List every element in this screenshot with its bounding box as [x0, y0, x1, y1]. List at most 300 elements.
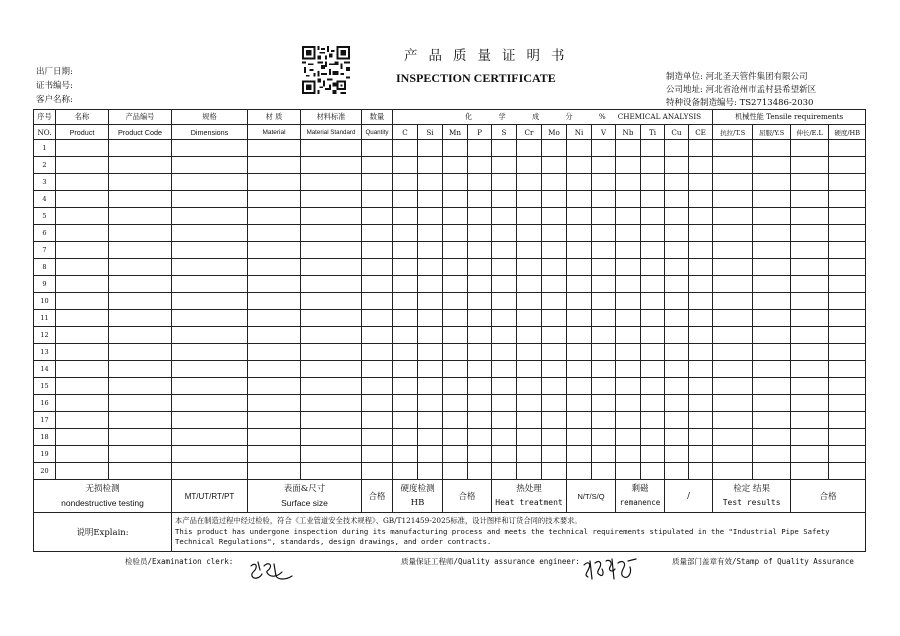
table-cell — [665, 191, 689, 208]
table-cell — [109, 463, 172, 480]
table-cell — [172, 225, 248, 242]
table-cell — [567, 225, 592, 242]
table-cell — [665, 208, 689, 225]
table-cell — [301, 242, 362, 259]
table-cell — [362, 293, 393, 310]
table-cell — [753, 412, 791, 429]
table-cell — [517, 157, 542, 174]
table-cell — [56, 327, 109, 344]
table-cell — [567, 276, 592, 293]
qr-code-icon — [302, 46, 350, 94]
table-cell — [517, 310, 542, 327]
table-cell — [791, 259, 829, 276]
remanence-cell — [616, 480, 665, 513]
table-cell — [56, 157, 109, 174]
row-number: 5 — [34, 208, 56, 225]
table-cell — [468, 412, 492, 429]
table-cell — [248, 276, 301, 293]
table-cell — [172, 140, 248, 157]
table-cell — [248, 429, 301, 446]
table-cell — [517, 378, 542, 395]
table-cell — [592, 463, 616, 480]
table-cell — [393, 293, 418, 310]
table-cell — [616, 191, 641, 208]
table-cell — [753, 446, 791, 463]
table-cell — [713, 293, 753, 310]
table-cell — [829, 446, 866, 463]
table-row — [34, 463, 866, 480]
table-cell — [791, 174, 829, 191]
ndt-label-en: nondestructive testing — [61, 498, 144, 508]
table-cell — [109, 157, 172, 174]
table-cell — [443, 327, 468, 344]
table-cell — [393, 259, 418, 276]
table-cell — [492, 361, 517, 378]
header-cell-no-cn: 序号 — [34, 110, 56, 125]
quality-engineer-label: 质量保证工程师/Quality assurance engineer: — [401, 557, 580, 566]
table-cell — [443, 463, 468, 480]
table-cell — [567, 310, 592, 327]
row-number: 18 — [34, 429, 56, 446]
table-cell — [689, 327, 713, 344]
hardness-label-cn: 硬度检测 — [400, 484, 435, 494]
table-cell — [418, 208, 443, 225]
remanence-label-cn: 剩磁 — [631, 484, 649, 494]
table-cell — [443, 157, 468, 174]
table-cell — [172, 242, 248, 259]
table-cell — [443, 344, 468, 361]
table-cell — [713, 140, 753, 157]
table-cell — [248, 344, 301, 361]
table-cell — [753, 361, 791, 378]
table-cell — [791, 429, 829, 446]
table-cell — [393, 157, 418, 174]
table-cell — [791, 344, 829, 361]
table-cell — [468, 140, 492, 157]
chem-col-v: V — [592, 125, 616, 140]
table-cell — [641, 140, 665, 157]
table-cell — [592, 361, 616, 378]
table-cell — [492, 276, 517, 293]
table-cell — [542, 157, 567, 174]
chemical-analysis-header — [393, 110, 713, 125]
table-cell — [109, 276, 172, 293]
table-cell — [689, 259, 713, 276]
table-cell — [753, 395, 791, 412]
table-row — [34, 191, 866, 208]
table-cell — [248, 395, 301, 412]
table-cell — [517, 259, 542, 276]
table-cell — [517, 174, 542, 191]
table-cell — [829, 463, 866, 480]
table-cell — [689, 361, 713, 378]
table-cell — [689, 208, 713, 225]
table-cell — [592, 412, 616, 429]
table-cell — [418, 395, 443, 412]
table-cell — [689, 174, 713, 191]
certificate-table — [33, 109, 866, 552]
row-number: 7 — [34, 242, 56, 259]
table-cell — [616, 208, 641, 225]
table-cell — [567, 191, 592, 208]
table-cell — [829, 293, 866, 310]
table-cell — [172, 276, 248, 293]
table-cell — [689, 395, 713, 412]
stamp-label: 质量部门盖章有效/Stamp of Quality Assurance — [672, 557, 854, 566]
table-cell — [56, 310, 109, 327]
table-cell — [443, 276, 468, 293]
table-cell — [713, 378, 753, 395]
table-cell — [713, 327, 753, 344]
table-cell — [492, 412, 517, 429]
table-cell — [542, 293, 567, 310]
table-cell — [753, 463, 791, 480]
table-cell — [665, 395, 689, 412]
table-cell — [109, 344, 172, 361]
table-cell — [592, 310, 616, 327]
table-cell — [829, 344, 866, 361]
table-cell — [443, 242, 468, 259]
table-cell — [418, 378, 443, 395]
table-cell — [56, 412, 109, 429]
table-cell — [393, 463, 418, 480]
table-cell — [829, 242, 866, 259]
table-cell — [443, 429, 468, 446]
table-cell — [791, 412, 829, 429]
table-cell — [641, 412, 665, 429]
table-cell — [492, 327, 517, 344]
table-cell — [492, 242, 517, 259]
table-cell — [517, 446, 542, 463]
table-cell — [641, 429, 665, 446]
table-cell — [753, 276, 791, 293]
table-cell — [616, 140, 641, 157]
field-special-equipment-number: 特种设备制造编号: TS2713486-2030 — [666, 98, 814, 108]
table-cell — [665, 157, 689, 174]
table-cell — [517, 293, 542, 310]
row-number: 6 — [34, 225, 56, 242]
table-cell — [301, 395, 362, 412]
table-cell — [517, 463, 542, 480]
table-cell — [592, 140, 616, 157]
table-cell — [56, 191, 109, 208]
field-address: 公司地址: 河北省沧州市孟村县希望新区 — [666, 85, 817, 95]
table-cell — [517, 276, 542, 293]
field-ship-date: 出厂日期: — [36, 67, 73, 77]
table-cell — [641, 463, 665, 480]
ndt-methods: MT/UT/RT/PT — [172, 480, 248, 513]
chemical-analysis-title-cn: 化 学 成 分 % — [465, 112, 618, 121]
table-cell — [109, 293, 172, 310]
table-cell — [418, 327, 443, 344]
heat-treatment-method: N/T/S/Q — [567, 480, 616, 513]
chem-col-c: C — [393, 125, 418, 140]
explain-text-en-line1: This product has undergone inspection during its manufacturing process and meets the technical requirements stipulated in the "Industrial Pipe Safety — [175, 526, 830, 536]
table-cell — [443, 412, 468, 429]
table-cell — [753, 327, 791, 344]
table-cell — [689, 276, 713, 293]
table-cell — [362, 395, 393, 412]
table-cell — [665, 361, 689, 378]
table-cell — [791, 276, 829, 293]
table-cell — [542, 395, 567, 412]
table-row — [34, 225, 866, 242]
table-cell — [616, 395, 641, 412]
table-cell — [791, 157, 829, 174]
table-cell — [393, 276, 418, 293]
row-number: 11 — [34, 310, 56, 327]
surface-result: 合格 — [362, 480, 393, 513]
table-cell — [567, 293, 592, 310]
table-cell — [641, 191, 665, 208]
table-cell — [517, 208, 542, 225]
table-cell — [362, 310, 393, 327]
table-cell — [641, 293, 665, 310]
chem-col-si: Si — [418, 125, 443, 140]
table-cell — [56, 140, 109, 157]
table-cell — [362, 429, 393, 446]
table-cell — [468, 259, 492, 276]
header-cell-material-standard-cn: 材料标准 — [301, 110, 362, 125]
table-cell — [616, 293, 641, 310]
chem-col-ni: Ni — [567, 125, 592, 140]
table-cell — [443, 310, 468, 327]
table-cell — [791, 378, 829, 395]
table-cell — [616, 412, 641, 429]
table-cell — [56, 293, 109, 310]
table-header-row-en — [34, 125, 866, 140]
table-cell — [616, 463, 641, 480]
table-cell — [567, 242, 592, 259]
table-cell — [56, 259, 109, 276]
table-cell — [567, 344, 592, 361]
table-cell — [791, 395, 829, 412]
table-cell — [468, 327, 492, 344]
table-cell — [393, 361, 418, 378]
table-cell — [567, 361, 592, 378]
header-cell-quantity-en: Quantity — [362, 125, 393, 140]
table-cell — [616, 378, 641, 395]
table-cell — [418, 310, 443, 327]
table-cell — [172, 395, 248, 412]
table-cell — [248, 140, 301, 157]
table-cell — [713, 412, 753, 429]
row-number: 4 — [34, 191, 56, 208]
table-cell — [443, 361, 468, 378]
table-cell — [753, 293, 791, 310]
table-cell — [616, 361, 641, 378]
document-title-en: INSPECTION CERTIFICATE — [396, 71, 556, 85]
table-cell — [492, 293, 517, 310]
table-cell — [567, 395, 592, 412]
table-cell — [109, 327, 172, 344]
table-cell — [56, 378, 109, 395]
header-cell-dimensions-cn: 规格 — [172, 110, 248, 125]
table-cell — [829, 191, 866, 208]
table-cell — [109, 429, 172, 446]
table-cell — [592, 327, 616, 344]
table-cell — [248, 361, 301, 378]
table-cell — [109, 225, 172, 242]
table-cell — [689, 378, 713, 395]
table-cell — [829, 310, 866, 327]
table-cell — [665, 310, 689, 327]
table-row — [34, 327, 866, 344]
table-cell — [109, 361, 172, 378]
header-cell-product-en: Product — [56, 125, 109, 140]
hardness-result: 合格 — [443, 480, 492, 513]
table-cell — [753, 310, 791, 327]
chem-col-cu: Cu — [665, 125, 689, 140]
test-results-label-cn: 检定 结果 — [733, 484, 770, 494]
table-cell — [542, 276, 567, 293]
table-cell — [468, 395, 492, 412]
table-cell — [689, 463, 713, 480]
table-row — [34, 446, 866, 463]
table-cell — [362, 327, 393, 344]
table-cell — [713, 446, 753, 463]
table-cell — [791, 225, 829, 242]
table-cell — [393, 174, 418, 191]
table-cell — [418, 191, 443, 208]
table-cell — [172, 191, 248, 208]
table-cell — [689, 344, 713, 361]
table-cell — [362, 225, 393, 242]
table-cell — [109, 140, 172, 157]
table-cell — [362, 446, 393, 463]
table-cell — [517, 242, 542, 259]
explain-label: 说明Explain: — [34, 513, 172, 552]
table-cell — [468, 293, 492, 310]
table-cell — [362, 157, 393, 174]
table-cell — [418, 276, 443, 293]
table-row — [34, 140, 866, 157]
table-cell — [172, 259, 248, 276]
table-cell — [468, 191, 492, 208]
header-cell-product-code-en: Product Code — [109, 125, 172, 140]
table-cell — [829, 157, 866, 174]
table-cell — [468, 463, 492, 480]
table-cell — [468, 378, 492, 395]
table-cell — [301, 463, 362, 480]
table-cell — [542, 225, 567, 242]
table-cell — [418, 157, 443, 174]
table-cell — [713, 225, 753, 242]
table-cell — [393, 140, 418, 157]
table-cell — [665, 327, 689, 344]
table-row — [34, 157, 866, 174]
table-cell — [301, 446, 362, 463]
hardness-label-en: HB — [410, 498, 425, 508]
table-cell — [362, 259, 393, 276]
table-cell — [443, 225, 468, 242]
table-cell — [443, 140, 468, 157]
table-cell — [362, 208, 393, 225]
table-cell — [665, 412, 689, 429]
table-cell — [418, 225, 443, 242]
table-cell — [393, 344, 418, 361]
table-cell — [362, 463, 393, 480]
table-cell — [665, 174, 689, 191]
table-cell — [592, 157, 616, 174]
table-cell — [492, 378, 517, 395]
table-cell — [791, 140, 829, 157]
table-cell — [56, 276, 109, 293]
table-cell — [753, 191, 791, 208]
table-row — [34, 174, 866, 191]
table-cell — [641, 395, 665, 412]
table-cell — [468, 429, 492, 446]
mech-col-tensile: 抗拉/T.S — [713, 125, 753, 140]
table-cell — [362, 378, 393, 395]
table-cell — [418, 429, 443, 446]
table-cell — [248, 208, 301, 225]
table-cell — [492, 225, 517, 242]
surface-cell — [248, 480, 362, 513]
table-cell — [492, 208, 517, 225]
table-cell — [616, 446, 641, 463]
table-cell — [689, 412, 713, 429]
table-cell — [56, 174, 109, 191]
table-cell — [567, 378, 592, 395]
table-cell — [542, 310, 567, 327]
table-cell — [172, 310, 248, 327]
table-cell — [713, 361, 753, 378]
table-row — [34, 429, 866, 446]
table-cell — [542, 174, 567, 191]
table-cell — [665, 446, 689, 463]
table-cell — [641, 174, 665, 191]
table-cell — [492, 174, 517, 191]
field-manufacturer: 制造单位: 河北圣天管件集团有限公司 — [666, 72, 808, 82]
table-cell — [542, 412, 567, 429]
table-cell — [301, 293, 362, 310]
table-cell — [362, 191, 393, 208]
table-cell — [567, 429, 592, 446]
table-cell — [567, 259, 592, 276]
table-cell — [567, 446, 592, 463]
table-cell — [172, 412, 248, 429]
chem-col-s: S — [492, 125, 517, 140]
table-cell — [713, 310, 753, 327]
table-cell — [492, 157, 517, 174]
table-cell — [713, 191, 753, 208]
engineer-signature-icon — [582, 555, 638, 583]
table-cell — [248, 157, 301, 174]
table-cell — [248, 310, 301, 327]
table-cell — [829, 259, 866, 276]
table-cell — [393, 412, 418, 429]
table-cell — [109, 310, 172, 327]
table-cell — [753, 242, 791, 259]
table-cell — [393, 395, 418, 412]
table-cell — [791, 242, 829, 259]
table-cell — [362, 276, 393, 293]
table-cell — [468, 310, 492, 327]
table-cell — [641, 276, 665, 293]
table-cell — [172, 463, 248, 480]
table-cell — [393, 242, 418, 259]
table-cell — [616, 429, 641, 446]
clerk-signature-icon — [248, 558, 294, 584]
table-cell — [616, 157, 641, 174]
table-cell — [492, 344, 517, 361]
row-number: 3 — [34, 174, 56, 191]
table-cell — [492, 429, 517, 446]
table-cell — [393, 310, 418, 327]
table-cell — [418, 259, 443, 276]
table-cell — [689, 242, 713, 259]
